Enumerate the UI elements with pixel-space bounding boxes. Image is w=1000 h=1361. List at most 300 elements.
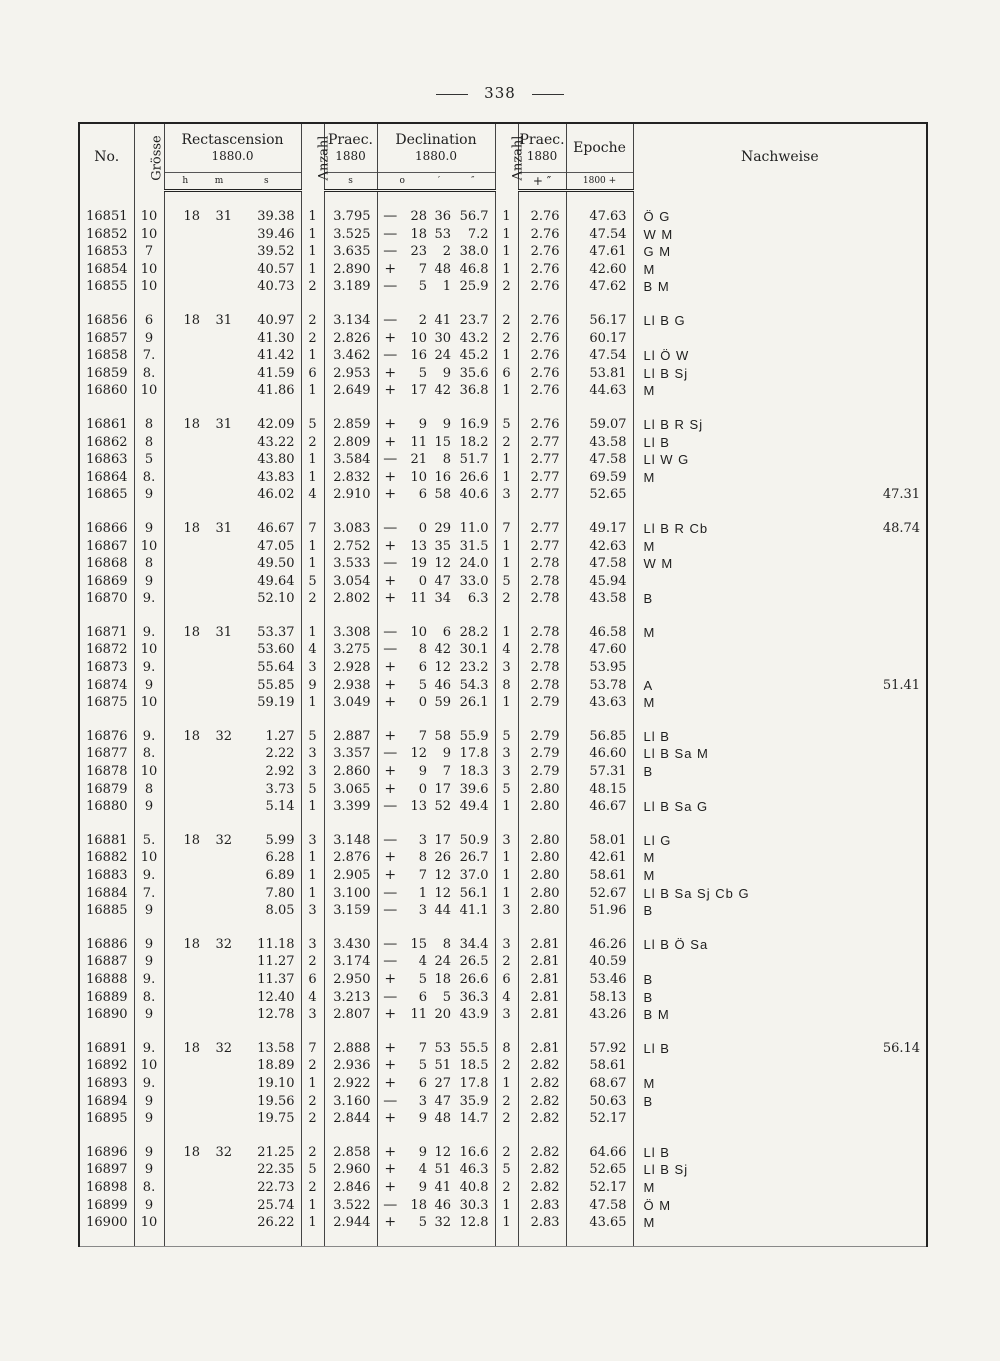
cell-decl-min: 17	[434, 832, 451, 848]
cell-praec-2: 2.76	[518, 261, 566, 279]
table-row	[79, 555, 927, 573]
cell-decl-min: 18	[434, 971, 451, 987]
cell-ra-m	[206, 849, 232, 867]
cell-anzahl-2: 1	[495, 867, 518, 885]
cell-decl-min: 52	[434, 799, 451, 815]
cell-decl-min: 32	[434, 1215, 451, 1231]
cell-ra-h	[164, 1110, 206, 1128]
cell-decl-sign: —	[377, 798, 403, 816]
cell-praec-2: 2.80	[518, 798, 566, 816]
cell-ra-m	[206, 867, 232, 885]
cell-decl-min: 12	[434, 868, 451, 883]
cell-extra	[796, 624, 927, 642]
cell-extra	[796, 953, 927, 971]
cell-anzahl-2: 1	[495, 694, 518, 712]
cell-decl-min: 46	[434, 1197, 451, 1213]
cell-groesse: 10	[134, 641, 164, 659]
table-row	[79, 226, 927, 244]
cell-extra	[796, 659, 927, 677]
cell-ra-h	[164, 434, 206, 452]
cell-praec: 2.809	[324, 434, 377, 452]
cell-ra-h	[164, 885, 206, 903]
table-row	[79, 989, 927, 1007]
cell-no: 16867	[79, 538, 134, 556]
cell-extra	[796, 798, 927, 816]
cell-epoche: 59.07	[566, 416, 633, 434]
cell-anzahl-2: 3	[495, 1006, 518, 1024]
cell-groesse: 9.	[134, 728, 164, 746]
cell-nachweise: Ll B	[633, 728, 796, 746]
cell-ra-h: 18	[164, 728, 206, 746]
cell-extra	[796, 1006, 927, 1024]
cell-decl-deg: 9	[418, 1144, 427, 1160]
cell-anzahl-2: 8	[495, 677, 518, 695]
cell-anzahl-2: 3	[495, 745, 518, 763]
cell-extra	[796, 243, 927, 261]
cell-decl-deg: 7	[418, 261, 427, 277]
cell-extra	[796, 832, 927, 850]
cell-groesse: 9	[134, 798, 164, 816]
cell-anzahl: 4	[301, 989, 324, 1007]
cell-ra-m: 32	[215, 936, 232, 952]
group-gap	[79, 920, 927, 936]
cell-no: 16859	[79, 365, 134, 383]
cell-decl-sign: —	[377, 624, 403, 642]
cell-anzahl: 1	[301, 347, 324, 365]
cell-decl-sec: 12.8	[459, 1215, 489, 1231]
cell-anzahl-2: 1	[495, 208, 518, 226]
table-row	[79, 624, 927, 642]
cell-anzahl-2: 1	[495, 624, 518, 642]
cell-anzahl-2: 3	[495, 659, 518, 677]
cell-praec: 2.888	[324, 1040, 377, 1058]
cell-decl-min: 51	[434, 1058, 451, 1074]
cell-extra	[796, 261, 927, 279]
cell-decl-min: 12	[434, 1144, 451, 1160]
cell-nachweise	[633, 659, 796, 677]
header-ra-h: h	[164, 173, 206, 191]
cell-decl-sign: +	[377, 1214, 403, 1232]
cell-nachweise: W M	[633, 555, 796, 573]
cell-ra-s: 49.50	[257, 556, 295, 572]
cell-anzahl: 5	[301, 416, 324, 434]
cell-ra-s: 53.37	[257, 624, 295, 640]
cell-anzahl: 1	[301, 538, 324, 556]
cell-epoche: 50.63	[566, 1093, 633, 1111]
cell-ra-m	[206, 781, 232, 799]
cell-ra-m	[206, 573, 232, 591]
table-row	[79, 278, 927, 296]
cell-praec-2: 2.78	[518, 573, 566, 591]
cell-extra	[796, 1197, 927, 1215]
cell-decl-sign: +	[377, 1179, 403, 1197]
cell-praec-2: 2.80	[518, 781, 566, 799]
cell-ra-h: 18	[164, 416, 206, 434]
cell-nachweise: B	[633, 590, 796, 608]
cell-epoche: 46.67	[566, 798, 633, 816]
cell-decl-sec: 26.6	[459, 971, 489, 987]
cell-decl-deg: 10	[410, 624, 427, 640]
cell-praec: 3.189	[324, 278, 377, 296]
cell-ra-s: 39.38	[257, 209, 295, 224]
cell-decl-sign: —	[377, 1197, 403, 1215]
cell-extra	[796, 1179, 927, 1197]
cell-decl-min: 36	[434, 209, 451, 224]
cell-nachweise: Ll G	[633, 832, 796, 850]
cell-ra-s: 46.67	[257, 520, 295, 536]
cell-anzahl: 1	[301, 1214, 324, 1232]
cell-decl-sign: +	[377, 538, 403, 556]
cell-epoche: 46.60	[566, 745, 633, 763]
cell-ra-m	[206, 1075, 232, 1093]
cell-extra	[796, 278, 927, 296]
cell-anzahl: 3	[301, 1006, 324, 1024]
header-declination: Declination 1880.0	[377, 123, 495, 173]
cell-decl-sign: —	[377, 312, 403, 330]
cell-decl-sec: 38.0	[459, 244, 489, 260]
cell-ra-m	[206, 382, 232, 400]
cell-epoche: 58.61	[566, 867, 633, 885]
cell-praec: 2.922	[324, 1075, 377, 1093]
cell-no: 16873	[79, 659, 134, 677]
cell-ra-h	[164, 1161, 206, 1179]
cell-extra	[796, 538, 927, 556]
cell-anzahl: 2	[301, 1093, 324, 1111]
cell-anzahl-2: 3	[495, 936, 518, 954]
cell-nachweise: W M	[633, 226, 796, 244]
cell-anzahl: 1	[301, 555, 324, 573]
cell-no: 16860	[79, 382, 134, 400]
cell-praec: 2.859	[324, 416, 377, 434]
group-gap	[79, 504, 927, 520]
cell-praec-2: 2.78	[518, 624, 566, 642]
cell-decl-deg: 0	[418, 695, 427, 711]
group-gap	[79, 1024, 927, 1040]
cell-anzahl-2: 1	[495, 243, 518, 261]
table-row	[79, 434, 927, 452]
cell-decl-sign: +	[377, 1006, 403, 1024]
cell-ra-m: 31	[215, 520, 232, 536]
cell-ra-h	[164, 486, 206, 504]
cell-decl-min: 5	[442, 989, 451, 1005]
cell-epoche: 47.58	[566, 555, 633, 573]
cell-decl-sec: 26.5	[459, 954, 489, 970]
cell-ra-h: 18	[164, 208, 206, 226]
cell-epoche: 68.67	[566, 1075, 633, 1093]
cell-ra-h: 18	[164, 936, 206, 954]
cell-anzahl-2: 5	[495, 416, 518, 434]
cell-decl-sign: —	[377, 832, 403, 850]
cell-anzahl-2: 2	[495, 1110, 518, 1128]
cell-praec: 3.795	[324, 208, 377, 226]
cell-praec-2: 2.76	[518, 365, 566, 383]
cell-anzahl: 7	[301, 1040, 324, 1058]
cell-decl-sec: 40.6	[459, 487, 489, 503]
cell-decl-min: 6	[442, 624, 451, 640]
cell-extra	[796, 451, 927, 469]
cell-anzahl: 3	[301, 902, 324, 920]
cell-ra-s: 47.05	[257, 538, 295, 554]
cell-ra-m	[206, 365, 232, 383]
cell-decl-min: 53	[434, 226, 451, 242]
cell-groesse: 7.	[134, 347, 164, 365]
cell-praec-2: 2.77	[518, 486, 566, 504]
cell-epoche: 40.59	[566, 953, 633, 971]
cell-groesse: 9	[134, 936, 164, 954]
cell-ra-h	[164, 469, 206, 487]
cell-decl-sign: —	[377, 745, 403, 763]
cell-ra-h	[164, 538, 206, 556]
page-number-dash-right	[532, 94, 564, 95]
cell-epoche: 52.65	[566, 486, 633, 504]
cell-no: 16878	[79, 763, 134, 781]
cell-praec-2: 2.82	[518, 1093, 566, 1111]
cell-decl-deg: 3	[418, 1093, 427, 1109]
cell-anzahl: 2	[301, 1179, 324, 1197]
table-row	[79, 1057, 927, 1075]
header-no: No.	[79, 123, 134, 191]
cell-praec: 2.649	[324, 382, 377, 400]
cell-praec-2: 2.77	[518, 538, 566, 556]
cell-decl-sign: +	[377, 469, 403, 487]
cell-praec-2: 2.80	[518, 849, 566, 867]
cell-epoche: 53.95	[566, 659, 633, 677]
cell-praec-2: 2.81	[518, 971, 566, 989]
cell-praec-2: 2.78	[518, 677, 566, 695]
cell-no: 16890	[79, 1006, 134, 1024]
cell-ra-h	[164, 902, 206, 920]
cell-praec: 3.462	[324, 347, 377, 365]
header-groesse: Grösse	[134, 123, 164, 191]
cell-anzahl: 2	[301, 590, 324, 608]
cell-ra-h	[164, 226, 206, 244]
cell-ra-s: 5.99	[265, 832, 295, 848]
cell-extra	[796, 434, 927, 452]
cell-decl-sign: —	[377, 936, 403, 954]
cell-extra	[796, 590, 927, 608]
cell-decl-deg: 6	[418, 1075, 427, 1091]
cell-no: 16865	[79, 486, 134, 504]
cell-decl-sign: —	[377, 953, 403, 971]
cell-decl-sec: 17.8	[459, 746, 489, 762]
cell-ra-s: 53.60	[257, 642, 295, 658]
cell-anzahl: 1	[301, 243, 324, 261]
cell-no: 16871	[79, 624, 134, 642]
cell-ra-s: 43.83	[257, 469, 295, 485]
cell-ra-s: 19.10	[257, 1075, 295, 1091]
cell-praec: 3.174	[324, 953, 377, 971]
cell-ra-m	[206, 555, 232, 573]
cell-anzahl-2: 1	[495, 226, 518, 244]
cell-decl-deg: 9	[418, 1111, 427, 1127]
cell-nachweise: G M	[633, 243, 796, 261]
cell-no: 16866	[79, 520, 134, 538]
cell-decl-sign: +	[377, 365, 403, 383]
cell-nachweise: Ö M	[633, 1197, 796, 1215]
cell-anzahl-2: 1	[495, 849, 518, 867]
cell-decl-deg: 28	[410, 209, 427, 224]
cell-groesse: 5.	[134, 832, 164, 850]
cell-ra-m	[206, 971, 232, 989]
cell-decl-min: 9	[442, 365, 451, 381]
cell-decl-min: 42	[434, 383, 451, 399]
cell-no: 16862	[79, 434, 134, 452]
cell-ra-s: 41.42	[257, 348, 295, 364]
cell-groesse: 9	[134, 953, 164, 971]
table-row	[79, 677, 927, 695]
cell-ra-m	[206, 243, 232, 261]
page-number-dash-left	[436, 94, 468, 95]
cell-groesse: 9.	[134, 867, 164, 885]
cell-decl-sign: —	[377, 520, 403, 538]
cell-decl-sec: 35.9	[459, 1093, 489, 1109]
cell-anzahl: 6	[301, 971, 324, 989]
cell-anzahl: 3	[301, 763, 324, 781]
cell-ra-m	[206, 1179, 232, 1197]
cell-decl-sec: 35.6	[459, 365, 489, 381]
cell-no: 16863	[79, 451, 134, 469]
cell-praec: 3.584	[324, 451, 377, 469]
cell-anzahl: 5	[301, 1161, 324, 1179]
cell-decl-min: 48	[434, 1111, 451, 1127]
cell-groesse: 10	[134, 1057, 164, 1075]
cell-nachweise: Ll B R Sj	[633, 416, 796, 434]
cell-extra	[796, 1057, 927, 1075]
cell-decl-sign: —	[377, 347, 403, 365]
cell-anzahl-2: 8	[495, 1040, 518, 1058]
cell-decl-deg: 3	[418, 832, 427, 848]
cell-no: 16861	[79, 416, 134, 434]
cell-ra-s: 25.74	[257, 1197, 295, 1213]
cell-epoche: 42.60	[566, 261, 633, 279]
cell-decl-sec: 39.6	[459, 781, 489, 797]
cell-ra-h	[164, 745, 206, 763]
cell-praec: 3.357	[324, 745, 377, 763]
cell-nachweise: M	[633, 1179, 796, 1197]
cell-decl-deg: 5	[418, 1058, 427, 1074]
cell-epoche: 47.58	[566, 1197, 633, 1215]
cell-epoche: 58.01	[566, 832, 633, 850]
cell-decl-min: 2	[442, 244, 451, 260]
cell-decl-sign: +	[377, 434, 403, 452]
cell-groesse: 9	[134, 1093, 164, 1111]
cell-decl-sec: 18.2	[459, 434, 489, 450]
cell-epoche: 43.65	[566, 1214, 633, 1232]
cell-praec: 2.950	[324, 971, 377, 989]
cell-extra	[796, 1093, 927, 1111]
cell-decl-sign: +	[377, 849, 403, 867]
cell-ra-h	[164, 953, 206, 971]
cell-decl-min: 41	[434, 1179, 451, 1195]
cell-ra-s: 11.18	[257, 936, 295, 952]
cell-extra	[796, 1075, 927, 1093]
table-row	[79, 243, 927, 261]
cell-extra	[796, 781, 927, 799]
cell-nachweise: M	[633, 469, 796, 487]
cell-decl-deg: 9	[418, 416, 427, 432]
cell-anzahl: 2	[301, 1057, 324, 1075]
cell-decl-sec: 36.3	[459, 989, 489, 1005]
cell-ra-s: 19.56	[257, 1093, 295, 1109]
cell-decl-sign: —	[377, 451, 403, 469]
cell-decl-deg: 9	[418, 764, 427, 780]
cell-nachweise: M	[633, 1075, 796, 1093]
cell-ra-m	[206, 261, 232, 279]
cell-nachweise: B M	[633, 278, 796, 296]
cell-decl-sign: +	[377, 659, 403, 677]
cell-epoche: 53.81	[566, 365, 633, 383]
cell-praec-2: 2.78	[518, 641, 566, 659]
cell-praec: 3.522	[324, 1197, 377, 1215]
cell-nachweise: B	[633, 763, 796, 781]
cell-ra-m	[206, 902, 232, 920]
cell-decl-sign: +	[377, 728, 403, 746]
cell-ra-s: 3.73	[265, 781, 295, 797]
cell-praec-2: 2.76	[518, 312, 566, 330]
cell-praec-2: 2.77	[518, 520, 566, 538]
cell-decl-sign: —	[377, 641, 403, 659]
cell-groesse: 8.	[134, 1179, 164, 1197]
cell-ra-m	[206, 451, 232, 469]
cell-groesse: 10	[134, 1214, 164, 1232]
cell-epoche: 45.94	[566, 573, 633, 591]
cell-decl-sign: —	[377, 989, 403, 1007]
cell-anzahl-2: 5	[495, 728, 518, 746]
cell-groesse: 10	[134, 382, 164, 400]
cell-ra-m	[206, 694, 232, 712]
cell-ra-s: 7.80	[265, 885, 295, 901]
cell-decl-sign: +	[377, 677, 403, 695]
cell-no: 16858	[79, 347, 134, 365]
cell-groesse: 7.	[134, 885, 164, 903]
table-header	[79, 123, 927, 191]
cell-praec: 2.846	[324, 1179, 377, 1197]
cell-ra-s: 46.02	[257, 487, 295, 503]
cell-epoche: 43.58	[566, 590, 633, 608]
cell-decl-sign: +	[377, 261, 403, 279]
cell-praec-2: 2.78	[518, 590, 566, 608]
cell-no: 16853	[79, 243, 134, 261]
cell-praec: 2.887	[324, 728, 377, 746]
cell-ra-s: 52.10	[257, 591, 295, 607]
cell-anzahl-2: 3	[495, 763, 518, 781]
cell-epoche: 48.15	[566, 781, 633, 799]
cell-groesse: 8.	[134, 989, 164, 1007]
cell-decl-min: 59	[434, 695, 451, 711]
cell-praec: 3.134	[324, 312, 377, 330]
cell-anzahl-2: 1	[495, 1214, 518, 1232]
cell-anzahl: 2	[301, 434, 324, 452]
cell-epoche: 53.78	[566, 677, 633, 695]
cell-praec: 2.826	[324, 330, 377, 348]
cell-decl-sec: 46.8	[459, 261, 489, 277]
table-row	[79, 416, 927, 434]
cell-anzahl-2: 2	[495, 1057, 518, 1075]
header-nachweise: Nachweise	[633, 123, 927, 191]
cell-extra	[796, 347, 927, 365]
cell-nachweise: Ll B	[633, 1144, 796, 1162]
cell-groesse: 9	[134, 486, 164, 504]
cell-ra-h: 18	[164, 1144, 206, 1162]
cell-decl-sec: 45.2	[459, 348, 489, 364]
cell-anzahl: 3	[301, 745, 324, 763]
cell-praec-2: 2.81	[518, 953, 566, 971]
cell-ra-h	[164, 573, 206, 591]
cell-decl-sec: 11.0	[459, 520, 489, 536]
cell-extra	[796, 694, 927, 712]
cell-extra	[796, 763, 927, 781]
cell-decl-sign: +	[377, 971, 403, 989]
